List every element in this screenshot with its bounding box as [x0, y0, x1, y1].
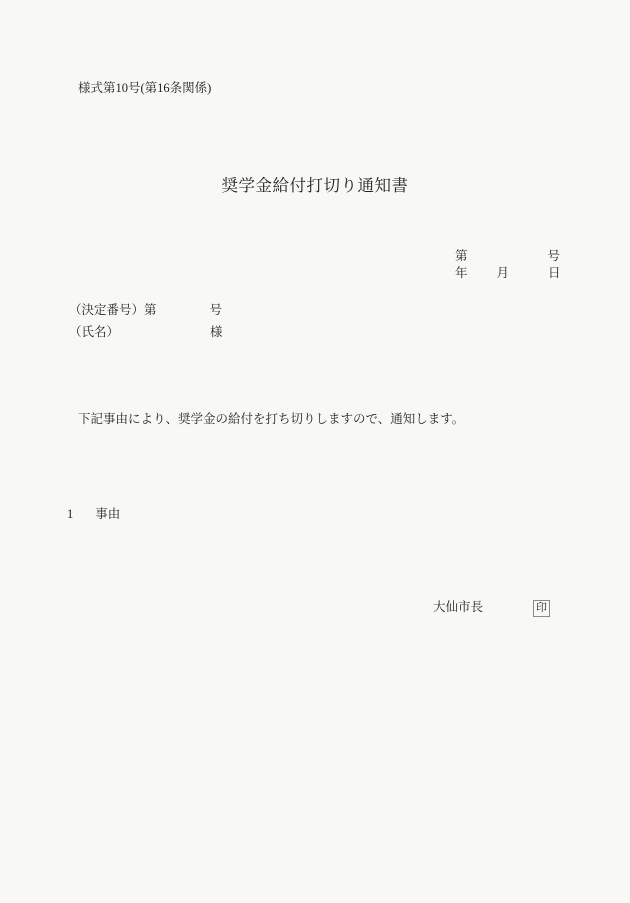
form-number: 様式第10号(第16条関係): [78, 81, 212, 95]
date-year-label: 年: [455, 266, 468, 280]
issue-number-blank: [468, 259, 548, 260]
decision-number-label: （決定番号）第: [69, 303, 157, 317]
recipient-name-label: （氏名）: [69, 325, 120, 339]
reason-section-label: 事由: [95, 507, 121, 521]
date-year-blank: [468, 276, 497, 277]
signature-blank: [483, 610, 533, 611]
date-month-label: 月: [496, 266, 510, 280]
recipient-name-blank: [119, 335, 210, 336]
issue-number-line: [455, 248, 560, 265]
signature-line: [433, 599, 550, 617]
mayor-title: 大仙市長: [433, 600, 484, 614]
recipient-name-line: [69, 324, 223, 341]
date-day-label: 日: [548, 266, 561, 280]
date-month-blank: [509, 276, 548, 277]
decision-number-suffix: 号: [209, 303, 223, 317]
seal-placeholder-icon: 印: [533, 600, 550, 617]
issue-number-prefix: 第: [455, 249, 468, 263]
issue-number-suffix: 号: [547, 249, 561, 263]
body-text: 下記事由により、奨学金の給付を打ち切りしますので、通知します。: [78, 412, 465, 426]
recipient-name-suffix: 様: [210, 325, 223, 339]
reason-section-heading: [67, 506, 120, 523]
decision-number-line: [69, 302, 222, 319]
reason-section-blank: [73, 517, 95, 518]
date-line: [455, 265, 561, 282]
page-title: 奨学金給付打切り通知書: [221, 176, 409, 195]
decision-number-blank: [157, 313, 210, 314]
reason-section-number: 1: [67, 507, 74, 521]
